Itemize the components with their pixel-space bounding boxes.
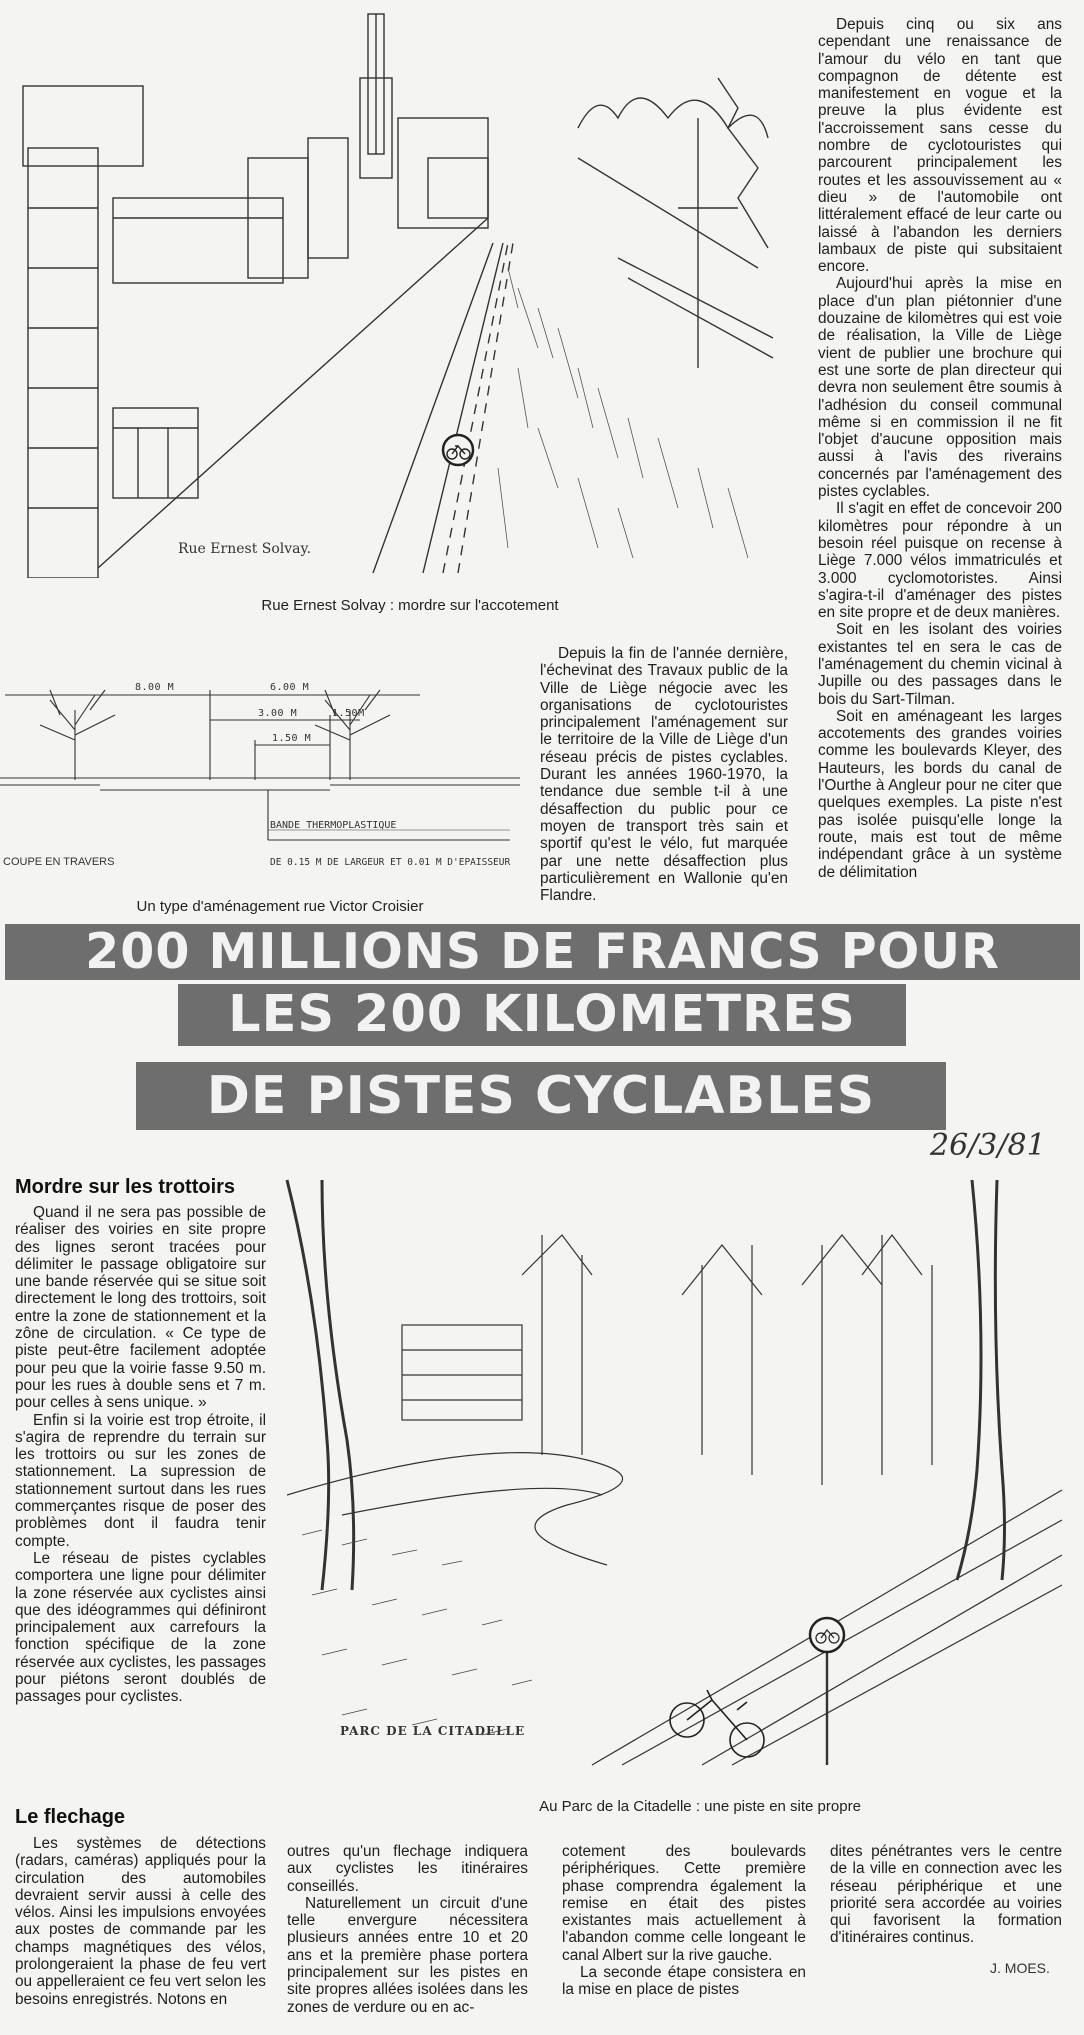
dim-label-2: 6.00 M — [270, 682, 310, 693]
dim-label-1: 8.00 M — [135, 682, 175, 693]
paragraph: cotement des boulevards périphériques. Cette première phase comprendra également la remise en était des pistes existantes mais actuellement à l'abandon comme celle longeant le canal Albert sur la rive gauche. — [562, 1843, 806, 1964]
section-title-flechage: Le flechage — [15, 1806, 126, 1828]
section-title-trottoirs: Mordre sur les trottoirs — [15, 1176, 236, 1198]
author-signature: J. MOES. — [990, 1960, 1050, 1976]
band-dims-label: DE 0.15 M DE LARGEUR ET 0.01 M D'EPAISSEUR — [270, 857, 511, 868]
headline-line-3: DE PISTES CYCLABLES — [206, 1066, 876, 1126]
paragraph: Depuis la fin de l'année dernière, l'échevinat des Travaux public de la Ville de Liège négocie avec les organisations de cyclotouristes principalement l'aménagement sur le territoire de la Ville de Liège d'un réseau précis de pistes cyclables. Durant les années 1960-1970, la tendance due semble t-il à une désaffection du public pour ce moyen de transport très sain et sportif qu'est le vélo, fut marquée par une nette désaffection plus particulièrement en Wallonie qu'en Flandre. — [540, 645, 788, 905]
paragraph: Le réseau de pistes cyclables comportera une ligne pour délimiter la zone réservée aux cyclistes ainsi que des idéogrammes qui définiront principalement aux carrefours la fonction spécifique de la zone réservée aux cyclistes, les passages pour piétons seront doublés de passages pour cyclistes. — [15, 1549, 266, 1706]
column-bottom-2 — [287, 1843, 528, 2016]
paragraph: dites pénétrantes vers le centre de la ville en connection avec les réseau périphérique et une priorité sera accordée au voiries qui favorisent la formation d'itinéraires continus. — [830, 1843, 1062, 1947]
cross-section-drawing — [0, 640, 530, 880]
dim-label-5: 1.50M — [332, 708, 365, 719]
handwritten-date: 26/3/81 — [930, 1128, 1046, 1163]
paragraph: outres qu'un flechage indiquera aux cyclistes les itinéraires conseillés. — [287, 1843, 528, 1895]
park-drawing — [282, 1175, 1072, 1775]
column-middle — [540, 645, 788, 904]
paragraph: Aujourd'hui après la mise en place d'un plan piétonnier d'une douzaine de kilomètres qui est voie de réalisation, la Ville de Liège vient de publier une brochure qui est une sorte de plan directeur qui devra non seulement être soumis à l'adhésion du conseil communal même si en commission il ne fit l'objet d'aucune opposition mais aussi à l'avis des riverains concernés par l'aménagement des pistes cyclables. — [818, 275, 1062, 501]
column-trottoirs — [15, 1204, 266, 1706]
paragraph: Soit en aménageant les larges accotements des grandes voiries comme les boulevards Kleyer, des Hauteurs, les bords du canal de l'Ourthe à Angleur pour ne citer que quelques exemples. La piste n'est pas isolée puisqu'elle longe la route, mais est tout de même indépendant grâce à un système de délimitation — [818, 707, 1062, 881]
paragraph: Soit en les isolant des voiries existantes tel en sera le cas de l'aménagement du chemin vicinal à Jupille ou des passages dans le bois du Sart-Tilman. — [818, 621, 1062, 708]
park-sign-label: PARC DE LA CITADELLE — [340, 1724, 526, 1738]
paragraph: La seconde étape consistera en la mise en place de pistes — [562, 1964, 806, 1999]
band-label: BANDE THERMOPLASTIQUE — [270, 820, 397, 831]
dim-label-4: 1.50 M — [272, 733, 312, 744]
paragraph: Depuis cinq ou six ans cependant une renaissance de l'amour du vélo en tant que compagnon de détente est manifestement en vogue et la preuve la plus évidente est l'accroissement sans cesse du nombre de cyclotouristes qui parcourent principalement les routes et les assouvissement au « dieu » de l'automobile ont littéralement effacé de leur carte ou laissé à l'abandon les derniers lambaux de piste qui subsitaient encore. — [818, 16, 1062, 276]
column-bottom-4 — [830, 1843, 1062, 1947]
caption-section: Un type d'aménagement rue Victor Croisier — [136, 898, 424, 915]
headline-line-2: LES 200 KILOMETRES — [228, 985, 856, 1044]
section-title: COUPE EN TRAVERS — [3, 856, 115, 868]
caption-top: Rue Ernest Solvay : mordre sur l'accotement — [261, 597, 559, 614]
paragraph: Il s'agit en effet de concevoir 200 kilomètres pour répondre à un besoin réel puisque on recense à Liège 7.000 vélos immatriculés et 3.000 cyclomotoristes. Ainsi s'agira-t-il d'aménager des pistes en site propre et de deux manières. — [818, 500, 1062, 622]
column-flechage — [15, 1835, 266, 2008]
column-bottom-3 — [562, 1843, 806, 1999]
caption-bottom: Au Parc de la Citadelle : une piste en site propre — [539, 1798, 861, 1815]
paragraph: Naturellement un circuit d'une telle envergure nécessitera plusieurs années entre 10 et 20 ans et la première phase portera principalement sur les pistes en site propres allées isolées dans les zones de verdure ou en ac- — [287, 1894, 528, 2016]
headline-line-1: 200 MILLIONS DE FRANCS POUR — [85, 923, 1000, 980]
paragraph: Quand il ne sera pas possible de réaliser des voiries en site propre des lignes seront tracées pour délimiter le passage obligatoire sur une bande réservée qui se situe soit directement le long des trottoirs, soit entre la zone de stationnement et la zône de circulation. « Ce type de piste peut-être facilement adoptée pour peu que la voirie fasse 9.50 m. pour les rues à double sens et 7 m. pour celles à sens unique. » — [15, 1204, 266, 1412]
paragraph: Enfin si la voirie est trop étroite, il s'agira de reprendre du terrain sur les trottoirs ou sur les zones de stationnement. La supression de stationnement surtout dans les rues commerçantes risque de poser des problèmes dont il faudra tenir compte. — [15, 1411, 266, 1550]
column-top-right — [818, 16, 1062, 881]
illustration-parc-citadelle — [282, 1175, 1072, 1775]
paragraph: Les systèmes de détections (radars, caméras) appliqués pour la circulation des automobiles devraient servir aussi à celle des vélos. Ainsi les impulsions envoyées aux postes de commande par les champs magnétiques des vélos, prolongeraient la phase de feu vert ou appelleraient ce feu vert selon les besoins enregistrés. Notons en — [15, 1835, 266, 2008]
street-drawing — [18, 8, 778, 578]
street-sign-label: Rue Ernest Solvay. — [178, 541, 312, 557]
illustration-cross-section — [0, 640, 530, 880]
illustration-rue-solvay — [18, 8, 778, 578]
dim-label-3: 3.00 M — [258, 708, 298, 719]
